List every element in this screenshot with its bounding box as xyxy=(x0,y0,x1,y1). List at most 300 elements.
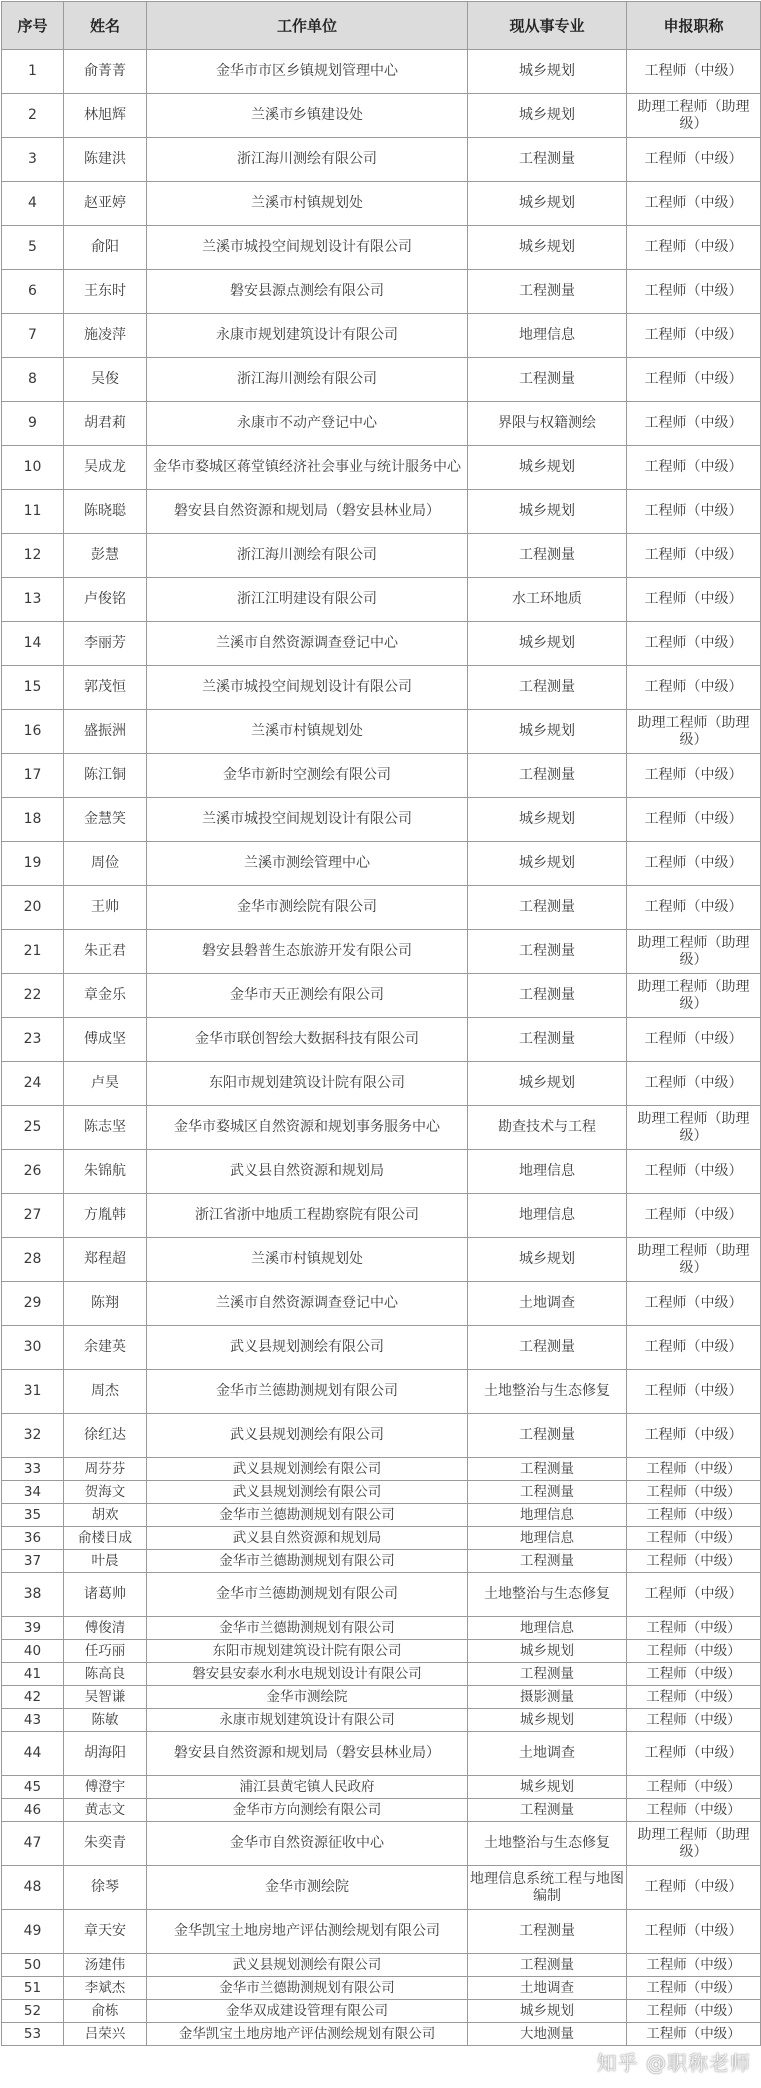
row-title: 工程师（中级） xyxy=(627,446,761,490)
row-title: 工程师（中级） xyxy=(627,2023,761,2046)
table-row xyxy=(2,1866,761,1910)
row-name: 王帅 xyxy=(64,886,147,930)
row-title: 工程师（中级） xyxy=(627,1799,761,1822)
row-name: 黄志文 xyxy=(64,1799,147,1822)
table-row xyxy=(2,1954,761,1977)
table-row xyxy=(2,402,761,446)
table-row xyxy=(2,1282,761,1326)
row-title: 工程师（中级） xyxy=(627,1866,761,1910)
table-row xyxy=(2,1062,761,1106)
table-row xyxy=(2,754,761,798)
table-row xyxy=(2,1799,761,1822)
row-major: 工程测量 xyxy=(468,270,627,314)
row-index: 45 xyxy=(2,1776,64,1799)
row-name: 朱正君 xyxy=(64,930,147,974)
row-title: 工程师（中级） xyxy=(627,1910,761,1954)
row-index: 43 xyxy=(2,1709,64,1732)
row-major: 工程测量 xyxy=(468,1550,627,1573)
row-title: 工程师（中级） xyxy=(627,578,761,622)
row-title: 工程师（中级） xyxy=(627,182,761,226)
row-unit: 浙江江明建设有限公司 xyxy=(147,578,468,622)
table-row xyxy=(2,1504,761,1527)
row-unit: 金华市兰德勘测规划有限公司 xyxy=(147,1370,468,1414)
row-major: 城乡规划 xyxy=(468,226,627,270)
row-name: 傅俊清 xyxy=(64,1617,147,1640)
row-name: 李丽芳 xyxy=(64,622,147,666)
row-index: 4 xyxy=(2,182,64,226)
row-major: 工程测量 xyxy=(468,754,627,798)
row-major: 地理信息 xyxy=(468,1527,627,1550)
row-name: 陈敏 xyxy=(64,1709,147,1732)
row-name: 贺海文 xyxy=(64,1481,147,1504)
row-major: 土地调查 xyxy=(468,1977,627,2000)
row-unit: 金华双成建设管理有限公司 xyxy=(147,2000,468,2023)
row-unit: 浙江海川测绘有限公司 xyxy=(147,138,468,182)
row-major: 工程测量 xyxy=(468,1954,627,1977)
row-unit: 金华市测绘院有限公司 xyxy=(147,886,468,930)
table-row xyxy=(2,1370,761,1414)
header-major: 现从事专业 xyxy=(468,2,627,50)
table-row xyxy=(2,1481,761,1504)
row-name: 章金乐 xyxy=(64,974,147,1018)
row-index: 33 xyxy=(2,1458,64,1481)
table-row xyxy=(2,534,761,578)
table-row xyxy=(2,50,761,94)
row-title: 助理工程师（助理级） xyxy=(627,930,761,974)
row-index: 20 xyxy=(2,886,64,930)
row-index: 15 xyxy=(2,666,64,710)
row-name: 郭茂恒 xyxy=(64,666,147,710)
row-index: 31 xyxy=(2,1370,64,1414)
row-index: 7 xyxy=(2,314,64,358)
row-unit: 兰溪市自然资源调查登记中心 xyxy=(147,622,468,666)
row-unit: 东阳市规划建筑设计院有限公司 xyxy=(147,1062,468,1106)
row-index: 38 xyxy=(2,1573,64,1617)
table-row xyxy=(2,446,761,490)
table-row xyxy=(2,578,761,622)
row-title: 工程师（中级） xyxy=(627,798,761,842)
table-header-row xyxy=(2,2,761,50)
row-name: 俞栋 xyxy=(64,2000,147,2023)
row-unit: 金华市婺城区蒋堂镇经济社会事业与统计服务中心 xyxy=(147,446,468,490)
table-row xyxy=(2,2023,761,2046)
table-body xyxy=(2,50,761,2046)
row-unit: 磐安县自然资源和规划局（磐安县林业局） xyxy=(147,1732,468,1776)
row-name: 施凌萍 xyxy=(64,314,147,358)
table-row xyxy=(2,1238,761,1282)
header-unit: 工作单位 xyxy=(147,2,468,50)
row-name: 胡欢 xyxy=(64,1504,147,1527)
row-name: 徐红达 xyxy=(64,1414,147,1458)
row-title: 工程师（中级） xyxy=(627,1527,761,1550)
row-index: 12 xyxy=(2,534,64,578)
row-index: 11 xyxy=(2,490,64,534)
table-row xyxy=(2,1326,761,1370)
row-index: 2 xyxy=(2,94,64,138)
row-unit: 永康市规划建筑设计有限公司 xyxy=(147,314,468,358)
table-row xyxy=(2,798,761,842)
row-name: 卢俊铭 xyxy=(64,578,147,622)
row-unit: 金华市测绘院 xyxy=(147,1866,468,1910)
row-major: 地理信息 xyxy=(468,1194,627,1238)
watermark: 知乎 @职称老师 xyxy=(596,2051,751,2075)
row-name: 胡海阳 xyxy=(64,1732,147,1776)
row-major: 工程测量 xyxy=(468,358,627,402)
row-index: 28 xyxy=(2,1238,64,1282)
row-unit: 金华市方向测绘有限公司 xyxy=(147,1799,468,1822)
row-title: 工程师（中级） xyxy=(627,1062,761,1106)
row-index: 44 xyxy=(2,1732,64,1776)
table-row xyxy=(2,1550,761,1573)
row-index: 48 xyxy=(2,1866,64,1910)
table-row xyxy=(2,1458,761,1481)
row-major: 工程测量 xyxy=(468,1458,627,1481)
row-index: 39 xyxy=(2,1617,64,1640)
table-row xyxy=(2,226,761,270)
row-title: 工程师（中级） xyxy=(627,1150,761,1194)
row-title: 助理工程师（助理级） xyxy=(627,1822,761,1866)
row-major: 地理信息 xyxy=(468,1504,627,1527)
row-title: 工程师（中级） xyxy=(627,1573,761,1617)
row-name: 周俭 xyxy=(64,842,147,886)
table-row xyxy=(2,710,761,754)
table-row xyxy=(2,1776,761,1799)
row-major: 勘查技术与工程 xyxy=(468,1106,627,1150)
row-name: 俞楼日成 xyxy=(64,1527,147,1550)
row-unit: 金华凯宝土地房地产评估测绘规划有限公司 xyxy=(147,1910,468,1954)
row-unit: 东阳市规划建筑设计院有限公司 xyxy=(147,1640,468,1663)
row-unit: 武义县规划测绘有限公司 xyxy=(147,1954,468,1977)
row-name: 傅澄宇 xyxy=(64,1776,147,1799)
row-title: 工程师（中级） xyxy=(627,138,761,182)
row-title: 工程师（中级） xyxy=(627,1458,761,1481)
row-index: 6 xyxy=(2,270,64,314)
row-major: 地理信息 xyxy=(468,1617,627,1640)
row-major: 城乡规划 xyxy=(468,710,627,754)
row-name: 吕荣兴 xyxy=(64,2023,147,2046)
row-name: 陈江铜 xyxy=(64,754,147,798)
row-major: 城乡规划 xyxy=(468,446,627,490)
table-row xyxy=(2,1910,761,1954)
row-title: 工程师（中级） xyxy=(627,2000,761,2023)
row-title: 工程师（中级） xyxy=(627,622,761,666)
table-row xyxy=(2,1414,761,1458)
row-major: 城乡规划 xyxy=(468,622,627,666)
row-name: 吴成龙 xyxy=(64,446,147,490)
table-row xyxy=(2,622,761,666)
row-unit: 武义县规划测绘有限公司 xyxy=(147,1326,468,1370)
row-name: 卢昊 xyxy=(64,1062,147,1106)
table-row xyxy=(2,182,761,226)
row-name: 朱锦航 xyxy=(64,1150,147,1194)
row-unit: 金华市兰德勘测规划有限公司 xyxy=(147,1573,468,1617)
row-unit: 磐安县自然资源和规划局（磐安县林业局） xyxy=(147,490,468,534)
row-title: 工程师（中级） xyxy=(627,1686,761,1709)
row-unit: 武义县规划测绘有限公司 xyxy=(147,1458,468,1481)
row-index: 13 xyxy=(2,578,64,622)
row-name: 吴智谦 xyxy=(64,1686,147,1709)
row-unit: 金华市自然资源征收中心 xyxy=(147,1822,468,1866)
row-unit: 兰溪市自然资源调查登记中心 xyxy=(147,1282,468,1326)
row-title: 工程师（中级） xyxy=(627,534,761,578)
row-title: 助理工程师（助理级） xyxy=(627,1106,761,1150)
row-unit: 兰溪市乡镇建设处 xyxy=(147,94,468,138)
row-name: 盛振洲 xyxy=(64,710,147,754)
row-major: 地理信息系统工程与地图编制 xyxy=(468,1866,627,1910)
table-row xyxy=(2,1194,761,1238)
row-major: 城乡规划 xyxy=(468,2000,627,2023)
row-title: 工程师（中级） xyxy=(627,1504,761,1527)
row-index: 17 xyxy=(2,754,64,798)
table-row xyxy=(2,1018,761,1062)
row-unit: 永康市规划建筑设计有限公司 xyxy=(147,1709,468,1732)
row-title: 工程师（中级） xyxy=(627,666,761,710)
row-major: 大地测量 xyxy=(468,2023,627,2046)
row-name: 金慧笑 xyxy=(64,798,147,842)
row-index: 21 xyxy=(2,930,64,974)
row-title: 工程师（中级） xyxy=(627,842,761,886)
row-major: 城乡规划 xyxy=(468,842,627,886)
table-row xyxy=(2,2000,761,2023)
row-index: 22 xyxy=(2,974,64,1018)
row-major: 工程测量 xyxy=(468,1663,627,1686)
row-unit: 兰溪市村镇规划处 xyxy=(147,710,468,754)
row-title: 工程师（中级） xyxy=(627,1977,761,2000)
row-unit: 武义县规划测绘有限公司 xyxy=(147,1414,468,1458)
row-unit: 金华市兰德勘测规划有限公司 xyxy=(147,1504,468,1527)
row-unit: 兰溪市测绘管理中心 xyxy=(147,842,468,886)
row-major: 城乡规划 xyxy=(468,1238,627,1282)
row-major: 工程测量 xyxy=(468,138,627,182)
row-index: 52 xyxy=(2,2000,64,2023)
row-major: 工程测量 xyxy=(468,1414,627,1458)
row-index: 51 xyxy=(2,1977,64,2000)
row-major: 城乡规划 xyxy=(468,182,627,226)
table-row xyxy=(2,1617,761,1640)
row-title: 工程师（中级） xyxy=(627,1282,761,1326)
row-unit: 永康市不动产登记中心 xyxy=(147,402,468,446)
row-index: 49 xyxy=(2,1910,64,1954)
row-index: 24 xyxy=(2,1062,64,1106)
row-major: 地理信息 xyxy=(468,1150,627,1194)
row-name: 汤建伟 xyxy=(64,1954,147,1977)
row-unit: 武义县自然资源和规划局 xyxy=(147,1150,468,1194)
row-index: 35 xyxy=(2,1504,64,1527)
row-major: 土地整治与生态修复 xyxy=(468,1573,627,1617)
row-index: 5 xyxy=(2,226,64,270)
row-title: 工程师（中级） xyxy=(627,226,761,270)
row-unit: 浙江海川测绘有限公司 xyxy=(147,534,468,578)
row-major: 土地调查 xyxy=(468,1282,627,1326)
row-name: 朱奕青 xyxy=(64,1822,147,1866)
row-major: 水工环地质 xyxy=(468,578,627,622)
row-title: 工程师（中级） xyxy=(627,1663,761,1686)
row-index: 46 xyxy=(2,1799,64,1822)
row-major: 工程测量 xyxy=(468,930,627,974)
row-unit: 武义县自然资源和规划局 xyxy=(147,1527,468,1550)
row-name: 任巧丽 xyxy=(64,1640,147,1663)
table-row xyxy=(2,1663,761,1686)
row-major: 地理信息 xyxy=(468,314,627,358)
row-unit: 金华凯宝土地房地产评估测绘规划有限公司 xyxy=(147,2023,468,2046)
row-title: 工程师（中级） xyxy=(627,1326,761,1370)
row-title: 工程师（中级） xyxy=(627,1617,761,1640)
row-unit: 浦江县黄宅镇人民政府 xyxy=(147,1776,468,1799)
row-major: 工程测量 xyxy=(468,974,627,1018)
row-title: 工程师（中级） xyxy=(627,358,761,402)
row-index: 27 xyxy=(2,1194,64,1238)
row-index: 37 xyxy=(2,1550,64,1573)
row-index: 34 xyxy=(2,1481,64,1504)
row-index: 42 xyxy=(2,1686,64,1709)
table-row xyxy=(2,138,761,182)
row-major: 城乡规划 xyxy=(468,1062,627,1106)
row-title: 工程师（中级） xyxy=(627,1194,761,1238)
row-name: 赵亚婷 xyxy=(64,182,147,226)
table-row xyxy=(2,358,761,402)
table-row xyxy=(2,94,761,138)
row-index: 47 xyxy=(2,1822,64,1866)
table-row xyxy=(2,1150,761,1194)
row-name: 傅成坚 xyxy=(64,1018,147,1062)
row-index: 1 xyxy=(2,50,64,94)
row-unit: 兰溪市村镇规划处 xyxy=(147,1238,468,1282)
row-title: 工程师（中级） xyxy=(627,1018,761,1062)
header-title: 申报职称 xyxy=(627,2,761,50)
row-title: 工程师（中级） xyxy=(627,1640,761,1663)
row-index: 8 xyxy=(2,358,64,402)
table-row xyxy=(2,270,761,314)
row-unit: 兰溪市城投空间规划设计有限公司 xyxy=(147,226,468,270)
row-title: 工程师（中级） xyxy=(627,1370,761,1414)
row-major: 土地整治与生态修复 xyxy=(468,1822,627,1866)
row-unit: 磐安县源点测绘有限公司 xyxy=(147,270,468,314)
row-index: 53 xyxy=(2,2023,64,2046)
row-unit: 兰溪市城投空间规划设计有限公司 xyxy=(147,666,468,710)
row-title: 工程师（中级） xyxy=(627,270,761,314)
row-unit: 兰溪市城投空间规划设计有限公司 xyxy=(147,798,468,842)
row-name: 彭慧 xyxy=(64,534,147,578)
row-title: 工程师（中级） xyxy=(627,490,761,534)
row-major: 城乡规划 xyxy=(468,94,627,138)
row-name: 郑程超 xyxy=(64,1238,147,1282)
row-title: 工程师（中级） xyxy=(627,1954,761,1977)
row-name: 王东时 xyxy=(64,270,147,314)
table-row xyxy=(2,974,761,1018)
row-unit: 金华市婺城区自然资源和规划事务服务中心 xyxy=(147,1106,468,1150)
row-title: 工程师（中级） xyxy=(627,886,761,930)
table-row xyxy=(2,842,761,886)
row-index: 30 xyxy=(2,1326,64,1370)
row-name: 俞菁菁 xyxy=(64,50,147,94)
table-row xyxy=(2,1709,761,1732)
roster-table xyxy=(1,1,761,2046)
row-major: 工程测量 xyxy=(468,1910,627,1954)
table-row xyxy=(2,1527,761,1550)
table-row xyxy=(2,1106,761,1150)
row-title: 工程师（中级） xyxy=(627,754,761,798)
table-row xyxy=(2,1573,761,1617)
row-title: 助理工程师（助理级） xyxy=(627,974,761,1018)
row-major: 城乡规划 xyxy=(468,798,627,842)
row-major: 工程测量 xyxy=(468,1018,627,1062)
row-unit: 浙江省浙中地质工程勘察院有限公司 xyxy=(147,1194,468,1238)
row-name: 方胤韩 xyxy=(64,1194,147,1238)
row-name: 周芬芬 xyxy=(64,1458,147,1481)
row-name: 林旭辉 xyxy=(64,94,147,138)
row-index: 23 xyxy=(2,1018,64,1062)
row-unit: 金华市联创智绘大数据科技有限公司 xyxy=(147,1018,468,1062)
row-major: 城乡规划 xyxy=(468,490,627,534)
row-title: 工程师（中级） xyxy=(627,1550,761,1573)
row-index: 36 xyxy=(2,1527,64,1550)
row-name: 李斌杰 xyxy=(64,1977,147,2000)
row-major: 工程测量 xyxy=(468,1799,627,1822)
header-name: 姓名 xyxy=(64,2,147,50)
row-title: 工程师（中级） xyxy=(627,1481,761,1504)
row-title: 助理工程师（助理级） xyxy=(627,1238,761,1282)
table-row xyxy=(2,314,761,358)
row-title: 助理工程师（助理级） xyxy=(627,94,761,138)
row-index: 29 xyxy=(2,1282,64,1326)
row-title: 助理工程师（助理级） xyxy=(627,710,761,754)
row-name: 俞阳 xyxy=(64,226,147,270)
row-unit: 金华市兰德勘测规划有限公司 xyxy=(147,1550,468,1573)
row-title: 工程师（中级） xyxy=(627,1709,761,1732)
row-major: 土地调查 xyxy=(468,1732,627,1776)
row-title: 工程师（中级） xyxy=(627,402,761,446)
row-title: 工程师（中级） xyxy=(627,50,761,94)
row-title: 工程师（中级） xyxy=(627,1732,761,1776)
row-name: 吴俊 xyxy=(64,358,147,402)
row-index: 40 xyxy=(2,1640,64,1663)
row-unit: 金华市测绘院 xyxy=(147,1686,468,1709)
row-index: 41 xyxy=(2,1663,64,1686)
row-name: 陈建洪 xyxy=(64,138,147,182)
header-index: 序号 xyxy=(2,2,64,50)
row-unit: 浙江海川测绘有限公司 xyxy=(147,358,468,402)
row-unit: 兰溪市村镇规划处 xyxy=(147,182,468,226)
row-index: 3 xyxy=(2,138,64,182)
table-row xyxy=(2,1640,761,1663)
row-name: 余建英 xyxy=(64,1326,147,1370)
row-major: 工程测量 xyxy=(468,666,627,710)
row-unit: 金华市新时空测绘有限公司 xyxy=(147,754,468,798)
row-name: 叶晨 xyxy=(64,1550,147,1573)
row-unit: 武义县规划测绘有限公司 xyxy=(147,1481,468,1504)
row-name: 诸葛帅 xyxy=(64,1573,147,1617)
row-major: 城乡规划 xyxy=(468,1709,627,1732)
row-index: 18 xyxy=(2,798,64,842)
row-major: 工程测量 xyxy=(468,886,627,930)
row-major: 城乡规划 xyxy=(468,50,627,94)
row-index: 26 xyxy=(2,1150,64,1194)
row-index: 16 xyxy=(2,710,64,754)
row-title: 工程师（中级） xyxy=(627,1776,761,1799)
row-index: 10 xyxy=(2,446,64,490)
row-unit: 金华市兰德勘测规划有限公司 xyxy=(147,1617,468,1640)
row-index: 32 xyxy=(2,1414,64,1458)
table-row xyxy=(2,1822,761,1866)
table-row xyxy=(2,666,761,710)
row-unit: 金华市兰德勘测规划有限公司 xyxy=(147,1977,468,2000)
row-name: 周杰 xyxy=(64,1370,147,1414)
row-name: 陈志坚 xyxy=(64,1106,147,1150)
row-major: 土地整治与生态修复 xyxy=(468,1370,627,1414)
row-title: 工程师（中级） xyxy=(627,314,761,358)
row-unit: 磐安县安泰水利水电规划设计有限公司 xyxy=(147,1663,468,1686)
row-name: 徐琴 xyxy=(64,1866,147,1910)
